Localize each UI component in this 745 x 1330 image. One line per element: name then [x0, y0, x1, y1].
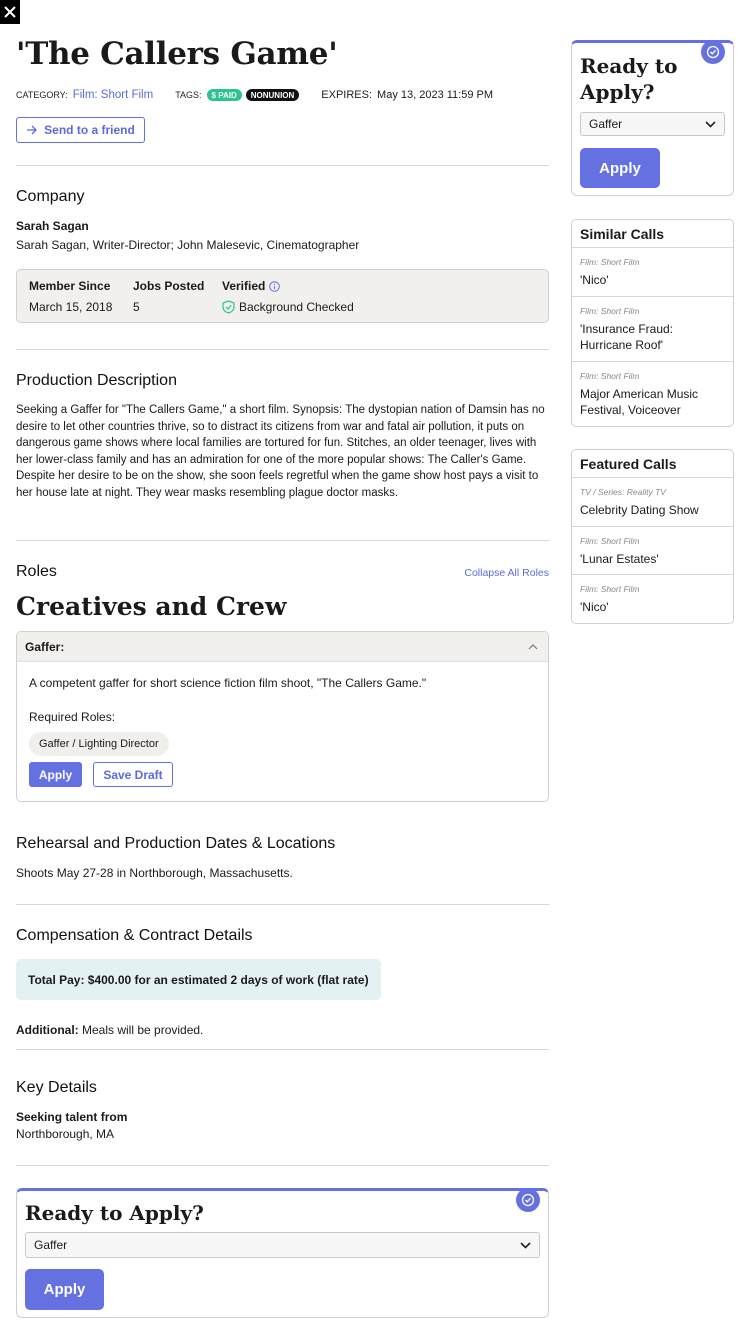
list-item[interactable] — [572, 248, 733, 297]
additional-value: Meals will be provided. — [82, 1023, 204, 1037]
role-apply-button[interactable]: Apply — [29, 762, 82, 787]
role-select[interactable] — [580, 112, 725, 136]
required-role-chip: Gaffer / Lighting Director — [29, 732, 169, 756]
nonunion-badge: NONUNION — [246, 89, 300, 101]
production-heading: Production Description — [16, 372, 177, 389]
save-draft-button[interactable]: Save Draft — [93, 762, 173, 787]
rehearsal-text: Shoots May 27-28 in Northborough, Massachusetts. — [16, 866, 293, 880]
chevron-down-icon — [520, 1242, 531, 1249]
divider — [16, 1049, 549, 1050]
production-description: Seeking a Gaffer for "The Callers Game," a short film. Synopsis: The dystopian nation of Damsin has no desire to let other countries thrive, so to distract its citizens from war and fatal air pollution, it puts on dangerous game shows where local families are tortured for fun. Stitches, an older teenager, lives with her lower-class family and has an admiration for one of the more popular shows: The Caller's Game. Despite her desire to be on the show, she soon feels regretful when the game show host pays a visit to her house late at night. They wear masks resembling plague doctor masks. — [16, 404, 545, 499]
roles-heading: Roles — [16, 563, 57, 580]
role-name: Gaffer: — [25, 639, 65, 654]
divider — [16, 540, 549, 541]
divider — [16, 904, 549, 905]
role-select[interactable] — [25, 1232, 540, 1258]
expires-label: EXPIRES: — [321, 89, 373, 101]
category-link[interactable]: Film: Short Film — [72, 89, 154, 101]
list-item[interactable] — [572, 297, 733, 362]
featured-calls-heading: Featured Calls — [572, 450, 733, 478]
call-category: Film: Short Film — [580, 370, 640, 381]
call-title: 'Lunar Estates' — [580, 551, 659, 566]
role-header[interactable] — [17, 632, 548, 662]
call-title: Celebrity Dating Show — [580, 503, 699, 517]
divider — [16, 1165, 549, 1166]
verified-label: Verified — [222, 279, 266, 293]
list-item[interactable] — [572, 575, 733, 623]
close-icon — [3, 5, 17, 19]
apply-button-bottom[interactable]: Apply — [25, 1269, 104, 1310]
expires-value: May 13, 2023 11:59 PM — [377, 89, 494, 101]
close-button[interactable] — [0, 0, 20, 24]
check-circle-icon — [516, 1188, 540, 1212]
list-item[interactable] — [572, 362, 733, 426]
required-roles-label: Required Roles: — [29, 710, 116, 724]
additional-info — [16, 1023, 203, 1037]
list-item[interactable] — [572, 478, 733, 527]
chevron-up-icon[interactable] — [528, 644, 538, 650]
background-checked: Background Checked — [239, 300, 354, 314]
send-to-friend-button[interactable] — [16, 117, 145, 143]
call-category: Film: Short Film — [580, 305, 640, 316]
seeking-talent-value: Northborough, MA — [16, 1127, 115, 1141]
call-category: Film: Short Film — [580, 535, 640, 546]
call-title: 'Insurance Fraud: Hurricane Roof' — [580, 321, 674, 352]
info-icon[interactable] — [269, 281, 280, 292]
call-title: Major American Music Festival, Voiceover — [580, 386, 699, 417]
collapse-all-roles-link[interactable]: Collapse All Roles — [464, 567, 549, 579]
call-title: 'Nico' — [580, 600, 609, 614]
ready-to-apply-side — [571, 40, 734, 196]
rehearsal-heading: Rehearsal and Production Dates & Locations — [16, 835, 336, 852]
company-description: Sarah Sagan, Writer-Director; John Malesevic, Cinematographer — [16, 238, 360, 252]
divider — [16, 165, 549, 166]
member-since — [29, 279, 112, 314]
apply-button-side[interactable]: Apply — [580, 148, 660, 188]
list-item[interactable] — [572, 527, 733, 576]
total-pay-box: Total Pay: $400.00 for an estimated 2 days of work (flat rate) — [16, 959, 381, 1000]
company-name: Sarah Sagan — [16, 219, 89, 233]
seeking-talent-label: Seeking talent from — [16, 1110, 128, 1124]
call-title: 'Nico' — [580, 273, 609, 287]
verified — [222, 279, 354, 314]
role-description: A competent gaffer for short science fiction film shoot, "The Callers Game." — [29, 676, 427, 690]
jobs-posted-value: 5 — [133, 300, 140, 314]
ready-to-apply-bottom — [16, 1188, 549, 1318]
role-card — [16, 631, 549, 802]
member-since-label: Member Since — [29, 279, 111, 293]
divider — [16, 349, 549, 350]
paid-badge: $ PAID — [207, 89, 242, 101]
page-title: 'The Callers Game' — [16, 36, 338, 72]
check-circle-icon — [701, 40, 725, 64]
similar-calls-card — [571, 219, 734, 427]
call-meta — [16, 89, 493, 101]
ready-title: Ready to Apply? — [25, 1201, 204, 1225]
member-since-value: March 15, 2018 — [29, 300, 113, 314]
jobs-posted-label: Jobs Posted — [133, 279, 205, 293]
jobs-posted — [133, 279, 204, 314]
additional-label: Additional: — [16, 1023, 79, 1037]
arrow-right-icon — [26, 125, 38, 135]
call-category: Film: Short Film — [580, 257, 640, 267]
tags-label: TAGS: — [175, 90, 202, 100]
category-label: CATEGORY: — [16, 90, 68, 100]
creatives-crew-title: Creatives and Crew — [16, 592, 287, 621]
role-select-value: Gaffer — [589, 117, 623, 131]
compensation-heading: Compensation & Contract Details — [16, 927, 253, 944]
ready-title: Ready to Apply? — [580, 54, 678, 104]
company-heading: Company — [16, 188, 85, 205]
send-to-friend-label: Send to a friend — [44, 123, 135, 137]
role-select-value: Gaffer — [34, 1238, 68, 1252]
featured-calls-card — [571, 449, 734, 624]
company-stats — [16, 269, 549, 323]
shield-check-icon — [222, 300, 235, 314]
call-category: Film: Short Film — [580, 584, 640, 594]
similar-calls-heading: Similar Calls — [572, 220, 733, 248]
key-details-heading: Key Details — [16, 1079, 97, 1096]
call-category: TV / Series: Reality TV — [580, 487, 666, 497]
chevron-down-icon — [705, 121, 716, 128]
